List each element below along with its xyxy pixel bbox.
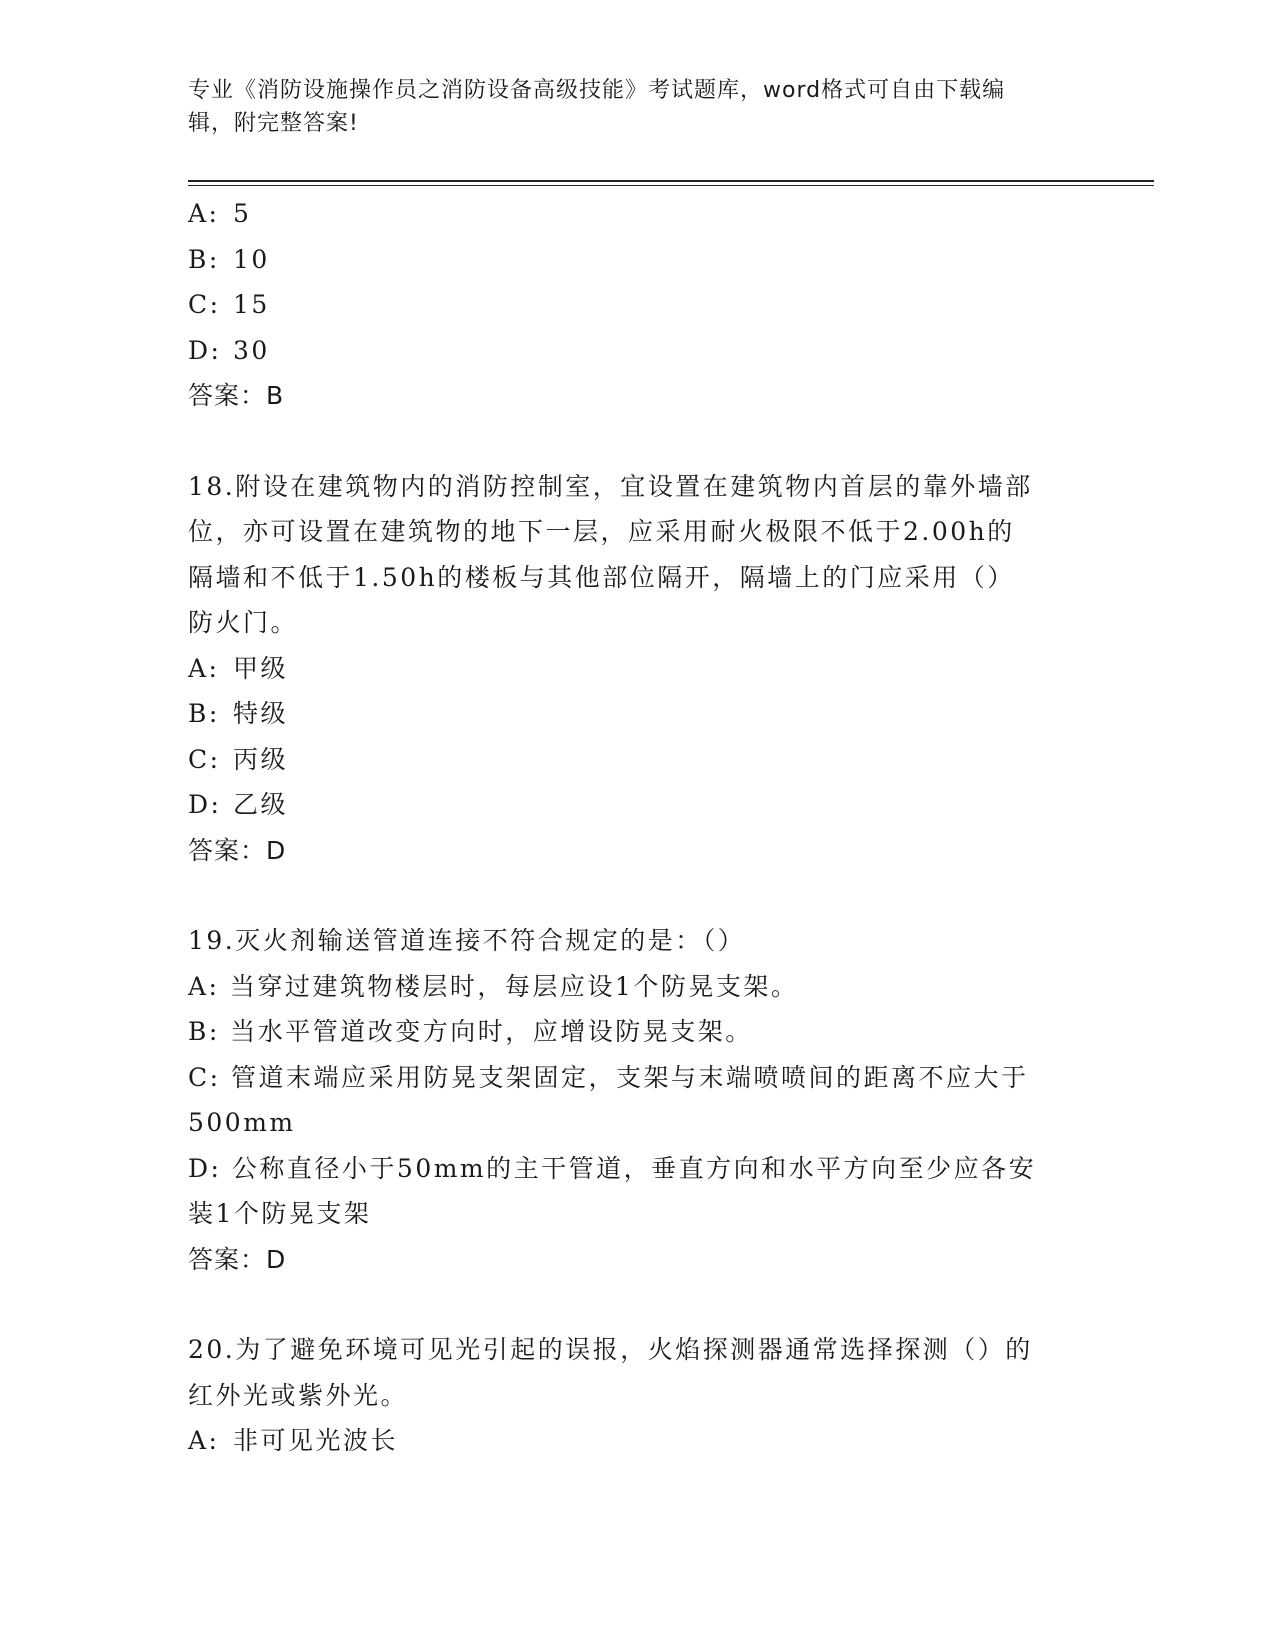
question-stem: 19.灭火剂输送管道连接不符合规定的是：（）	[188, 926, 746, 955]
option-b: B: 特级	[188, 699, 289, 728]
stem-line: 位，亦可设置在建筑物的地下一层，应采用耐火极限不低于2.00h的	[188, 517, 1015, 546]
option-b: B: 10	[188, 244, 270, 274]
option-c: C: 丙级	[188, 744, 289, 774]
option-c-continued: 500mm	[188, 1108, 296, 1137]
header-line-2: 辑，附完整答案!	[188, 111, 359, 136]
option-a: A: 甲级	[188, 653, 289, 683]
option-a: A: 非可见光波长	[188, 1426, 399, 1455]
option-d-continued: 装1个防晃支架	[188, 1199, 372, 1228]
question-17	[188, 191, 1088, 419]
answer-label: 答案：D	[188, 835, 287, 865]
stem-line: 红外光或紫外光。	[188, 1380, 409, 1410]
option-a: A: 5	[188, 199, 252, 228]
stem-line: 隔墙和不低于1.50h的楼板与其他部位隔开，隔墙上的门应采用（）	[188, 562, 1015, 592]
question-19	[188, 918, 1088, 1282]
option-d: D: 30	[188, 335, 270, 365]
question-content	[188, 191, 1088, 1464]
stem-line: 20.为了避免环境可见光引起的误报，火焰探测器通常选择探测（）的	[188, 1335, 1033, 1364]
question-20	[188, 1327, 1088, 1464]
option-d: D: 公称直径小于50mm的主干管道，垂直方向和水平方向至少应各安	[188, 1153, 1037, 1183]
document-header	[188, 74, 1068, 140]
stem-line: 防火门。	[188, 608, 299, 637]
answer-label: 答案：B	[188, 381, 285, 410]
option-c: C: 管道末端应采用防晃支架固定，支架与末端喷喷间的距离不应大于	[188, 1062, 1029, 1092]
header-line-1: 专业《消防设施操作员之消防设备高级技能》考试题库，word格式可自由下载编	[188, 78, 1006, 103]
question-18	[188, 464, 1088, 874]
header-divider-thick	[188, 180, 1154, 182]
question-stem	[188, 1327, 1088, 1418]
stem-line: 18.附设在建筑物内的消防控制室，宜设置在建筑物内首层的靠外墙部	[188, 471, 1033, 501]
option-a: A: 当穿过建筑物楼层时，每层应设1个防晃支架。	[188, 971, 799, 1001]
question-stem	[188, 464, 1088, 646]
answer-label: 答案：D	[188, 1244, 287, 1274]
option-d: D: 乙级	[188, 790, 289, 819]
header-divider-thin	[188, 185, 1154, 186]
option-c: C: 15	[188, 290, 270, 319]
option-b: B: 当水平管道改变方向时，应增设防晃支架。	[188, 1017, 753, 1046]
